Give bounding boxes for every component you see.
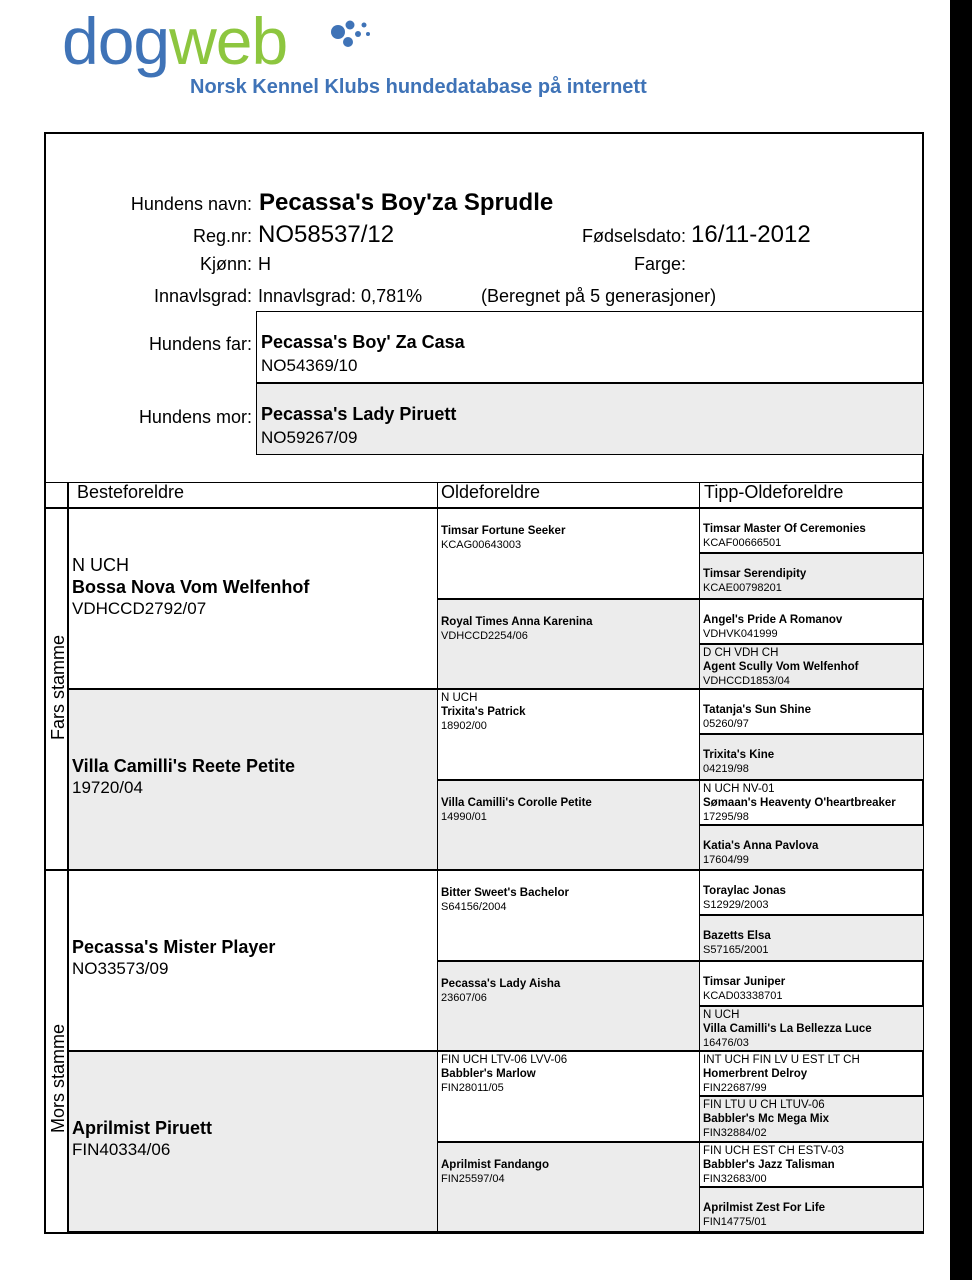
great-great-grandparent-entry-name: Timsar Master Of Ceremonies (703, 523, 866, 535)
great-great-grandparent-entry[interactable] (703, 1201, 825, 1229)
great-great-grandparent-entry-title: D CH VDH CH (703, 646, 779, 659)
great-great-grandparent-entry[interactable] (703, 1053, 860, 1095)
grandparent-name: Bossa Nova Vom Welfenhof (72, 577, 310, 597)
father-reg: NO54369/10 (261, 356, 358, 375)
dog-sex: H (258, 254, 271, 274)
great-grandparent-entry-name: Bitter Sweet's Bachelor (441, 887, 569, 899)
inbreeding-label: Innavlsgrad: (153, 286, 252, 306)
great-great-grandparent-entry[interactable] (703, 613, 842, 641)
father-box[interactable] (256, 311, 924, 383)
great-great-grandparent-entry-name: Angel's Pride A Romanov (703, 613, 843, 626)
great-great-grandparent-entry[interactable] (703, 646, 858, 688)
name-label: Hundens navn: (130, 194, 252, 214)
great-great-grandparent-entry-title: N UCH NV-01 (703, 782, 775, 795)
great-great-grandparent-entry-title: N UCH (703, 1008, 740, 1021)
great-great-grandparent-entry-name: Babbler's Mc Mega Mix (703, 1113, 830, 1126)
great-great-grandparent-entry[interactable] (703, 782, 896, 824)
header-cell-grandparents (68, 482, 438, 508)
great-great-grandparent-entry[interactable] (703, 748, 774, 776)
great-grandparent-entry-name: Aprilmist Fandango (441, 1158, 549, 1171)
great-great-grandparent-entry-name: Bazetts Elsa (703, 930, 771, 943)
great-grandparent-entry[interactable] (441, 1158, 549, 1186)
grandparent-entry[interactable] (72, 755, 295, 799)
great-grandparent-entry[interactable] (441, 615, 592, 643)
birth-label: Fødselsdato: (581, 226, 686, 246)
grandparent-name: Aprilmist Piruett (72, 1118, 213, 1138)
great-great-grandparent-entry-reg: VDHVK041999 (703, 627, 778, 640)
inbreeding-value: Innavlsgrad: 0,781% (258, 286, 423, 306)
great-grandparent-entry-reg: KCAG00643003 (441, 539, 522, 551)
dog-reg: NO58537/12 (258, 221, 395, 248)
great-great-grandparent-entry-reg: FIN14775/01 (703, 1215, 767, 1228)
header-cell-great-grandparents (437, 482, 700, 508)
great-grandparent-entry-title: N UCH (441, 692, 478, 704)
great-grandparent-entry-title: FIN UCH LTV-06 LVV-06 (441, 1054, 568, 1066)
great-great-grandparent-entry-name: Babbler's Jazz Talisman (703, 1158, 835, 1171)
header-great-grandparents: Oldeforeldre (441, 482, 541, 502)
dog-birth: 16/11-2012 (691, 221, 811, 248)
great-grandparent-entry-name: Royal Times Anna Karenina (441, 615, 593, 628)
great-great-grandparent-entry[interactable] (703, 1144, 844, 1186)
mother-box[interactable] (256, 383, 924, 455)
header-corner-cell (44, 482, 68, 508)
great-great-grandparent-entry-title: INT UCH FIN LV U EST LT CH (703, 1054, 860, 1066)
great-great-grandparent-entry[interactable] (703, 929, 771, 957)
great-great-grandparent-entry-reg: KCAD03338701 (703, 989, 783, 1002)
logo-dots-icon (328, 18, 378, 58)
great-great-grandparent-entry-reg: FIN32884/02 (703, 1127, 767, 1140)
header-great-great-grandparents: Tipp-Oldeforeldre (704, 482, 844, 502)
great-grandparent-entry[interactable] (441, 886, 569, 914)
great-grandparent-entry[interactable] (441, 1053, 567, 1095)
mother-name: Pecassa's Lady Piruett (261, 404, 457, 424)
great-grandparent-entry-reg: 14990/01 (441, 810, 487, 823)
great-great-grandparent-entry-name: Katia's Anna Pavlova (703, 839, 819, 852)
grandparent-title: N UCH (72, 555, 129, 575)
great-great-grandparent-entry[interactable] (703, 567, 806, 595)
great-great-grandparent-entry-name: Agent Scully Vom Welfenhof (703, 660, 859, 673)
inbreeding-note: (Beregnet på 5 generasjoner) (481, 286, 717, 306)
great-grandparent-entry-reg: S64156/2004 (441, 901, 507, 913)
great-great-grandparent-entry-reg: S12929/2003 (703, 899, 769, 911)
great-great-grandparent-entry-name: Toraylac Jonas (703, 885, 786, 897)
great-great-grandparent-entry-reg: 04219/98 (703, 763, 749, 776)
great-grandparent-entry[interactable] (441, 691, 526, 733)
great-great-grandparent-entry[interactable] (703, 522, 866, 550)
great-grandparent-cell (437, 870, 700, 961)
grandparent-entry[interactable] (72, 554, 309, 620)
logo-wordmark (62, 6, 287, 76)
great-great-grandparent-entry[interactable] (703, 1098, 829, 1140)
grandparent-reg: VDHCCD2792/07 (72, 599, 207, 618)
grandparent-reg: FIN40334/06 (72, 1140, 171, 1159)
great-great-grandparent-entry[interactable] (703, 703, 811, 731)
great-great-grandparent-entry[interactable] (703, 884, 786, 912)
great-grandparent-entry-reg: 23607/06 (441, 991, 487, 1004)
fars-stamme-cell (44, 508, 68, 870)
great-grandparent-entry[interactable] (441, 524, 565, 552)
great-great-grandparent-entry-reg: FIN32683/00 (703, 1172, 767, 1185)
mors-stamme-cell (44, 870, 68, 1234)
great-grandparent-entry-name: Babbler's Marlow (441, 1068, 536, 1080)
grandparent-reg: 19720/04 (72, 778, 143, 797)
great-grandparent-entry-name: Trixita's Patrick (441, 706, 526, 718)
grandparent-name: Pecassa's Mister Player (72, 937, 276, 957)
grandparent-entry[interactable] (72, 1117, 212, 1161)
father-label: Hundens far: (148, 334, 252, 354)
header-grandparents: Besteforeldre (77, 482, 185, 502)
great-great-grandparent-entry-name: Sømaan's Heaventy O'heartbreaker (703, 796, 896, 809)
grandparent-name: Villa Camilli's Reete Petite (72, 756, 296, 776)
great-grandparent-entry[interactable] (441, 977, 560, 1005)
great-great-grandparent-entry[interactable] (703, 1008, 872, 1050)
great-great-grandparent-entry-name: Tatanja's Sun Shine (703, 704, 811, 716)
great-great-grandparent-entry-name: Timsar Serendipity (703, 568, 807, 581)
father-name: Pecassa's Boy' Za Casa (261, 332, 465, 352)
great-grandparent-cell (437, 961, 700, 1052)
great-great-grandparent-entry-reg: 17295/98 (703, 810, 749, 823)
logo-subtitle: Norsk Kennel Klubs hundedatabase på internett (190, 76, 647, 98)
grandparent-entry[interactable] (72, 936, 275, 980)
mother-label: Hundens mor: (138, 407, 252, 427)
great-grandparent-entry-reg: FIN28011/05 (441, 1082, 504, 1094)
great-great-grandparent-entry-reg: KCAF00666501 (703, 537, 782, 549)
reg-label: Reg.nr: (192, 226, 252, 246)
great-grandparent-entry-reg: VDHCCD2254/06 (441, 629, 528, 642)
great-great-grandparent-entry-name: Homerbrent Delroy (703, 1068, 808, 1080)
great-great-grandparent-entry-reg: 16476/03 (703, 1036, 749, 1049)
great-great-grandparent-entry-name: Aprilmist Zest For Life (703, 1201, 826, 1214)
great-great-grandparent-entry-reg: KCAE00798201 (703, 582, 782, 595)
great-great-grandparent-entry[interactable] (703, 975, 785, 1003)
great-great-grandparent-entry-reg: 05260/97 (703, 718, 749, 730)
great-great-grandparent-entry-reg: S57165/2001 (703, 944, 769, 957)
great-grandparent-entry-name: Timsar Fortune Seeker (441, 525, 566, 537)
great-grandparent-cell (437, 1142, 700, 1233)
great-grandparent-entry-reg: 18902/00 (441, 720, 487, 732)
mors-stamme-label: Mors stamme (48, 1023, 68, 1133)
mother-reg: NO59267/09 (261, 428, 358, 447)
grandparent-reg: NO33573/09 (72, 959, 169, 978)
fars-stamme-label: Fars stamme (48, 634, 68, 740)
dogweb-logo[interactable] (62, 6, 702, 98)
great-great-grandparent-entry-reg: 17604/99 (703, 853, 749, 866)
great-grandparent-cell (437, 780, 700, 871)
great-great-grandparent-entry-name: Timsar Juniper (703, 975, 786, 988)
great-grandparent-cell (437, 508, 700, 599)
logo-word-web: web (169, 4, 288, 78)
header-cell-great-great-grandparents (699, 482, 924, 508)
great-great-grandparent-entry-name: Villa Camilli's La Bellezza Luce (703, 1022, 872, 1035)
sex-label: Kjønn: (199, 254, 252, 274)
great-great-grandparent-entry-title: FIN UCH EST CH ESTV-03 (703, 1144, 845, 1157)
dog-name: Pecassa's Boy'za Sprudle (259, 189, 554, 216)
logo-word-dog: dog (62, 4, 170, 78)
color-label: Farge: (633, 254, 686, 274)
great-grandparent-entry[interactable] (441, 796, 592, 824)
great-grandparent-entry-name: Villa Camilli's Corolle Petite (441, 796, 592, 809)
great-great-grandparent-entry-reg: FIN22687/99 (703, 1082, 767, 1094)
great-grandparent-entry-name: Pecassa's Lady Aisha (441, 977, 561, 990)
great-great-grandparent-entry-title: FIN LTU U CH LTUV-06 (703, 1099, 825, 1112)
great-great-grandparent-entry-reg: VDHCCD1853/04 (703, 674, 790, 687)
great-great-grandparent-entry-name: Trixita's Kine (703, 749, 775, 762)
great-grandparent-entry-reg: FIN25597/04 (441, 1172, 505, 1185)
great-great-grandparent-entry[interactable] (703, 839, 818, 867)
great-grandparent-cell (437, 599, 700, 690)
